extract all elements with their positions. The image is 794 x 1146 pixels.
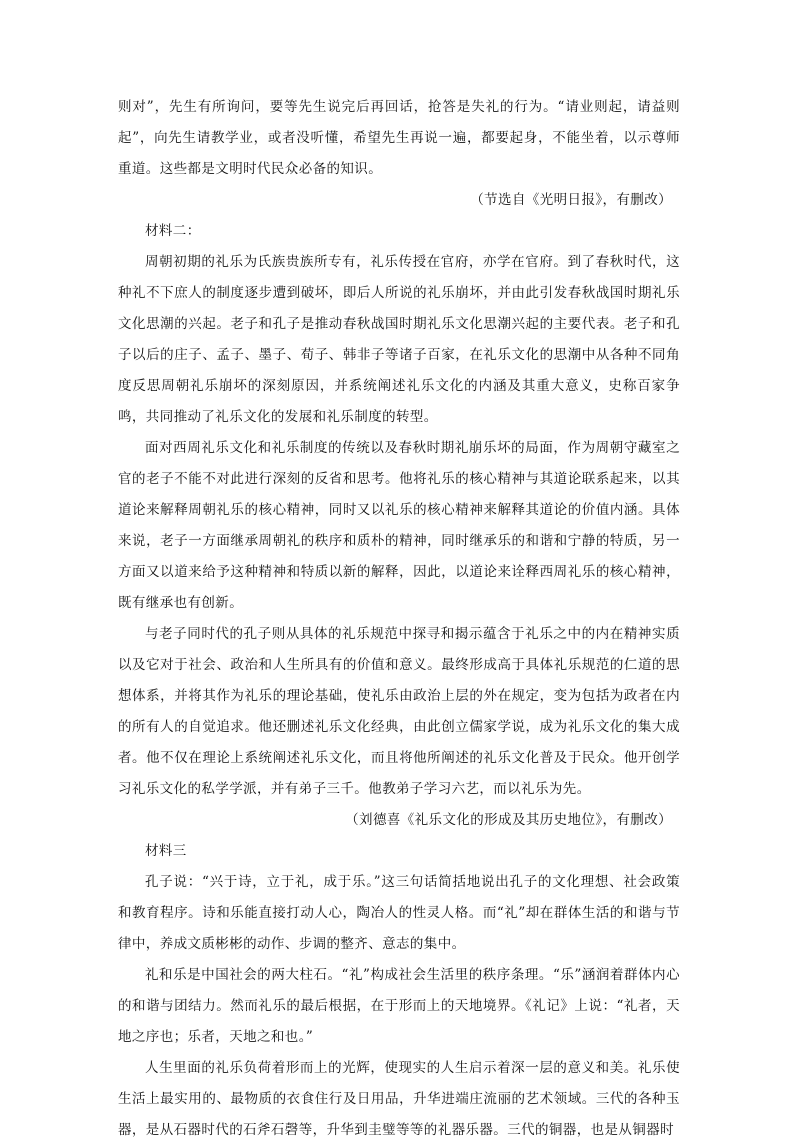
- paragraph-material2-2: 面对西周礼乐文化和礼乐制度的传统以及春秋时期礼崩乐坏的局面，作为周朝守藏室之官的老子不能不对此进行深刻的反省和思考。他将礼乐的核心精神与其道论联系起来，以其道论来解释周朝礼乐的核心精神，同时又以礼乐的核心精神来解释其道论的价值内涵。具体来说，老子一方面继承周朝礼的秩序和质朴的精神，同时继承乐的和谐和宁静的特质，另一方面又以道来给予这种精神和特质以新的解释，因此，以道论来诠释西周礼乐的核心精神，既有继承也有创新。: [118, 440, 680, 611]
- source-citation-1: （节选自《光明日报》，有删改）: [470, 192, 672, 208]
- paragraph-material1-end: 则对”，先生有所询问，要等先生说完后再回话，抢答是失礼的行为。“请业则起，请益则起”，向先生请教学业，或者没听懂，希望先生再说一遍，都要起身，不能坐着，以示尊师重道。这些都是文明时代民众必备的知识。: [118, 99, 680, 177]
- paragraph-material3-3: 人生里面的礼乐负荷着形而上的光辉，使现实的人生启示着深一层的意义和美。礼乐使生活上最实用的、最物质的衣食住行及日用品，升华进端庄流丽的艺术领域。三代的各种玉器，是从石器时代的石斧石磬等，升华到圭璧等等的礼器乐器。三代的铜器，也是从铜器时: [118, 1060, 680, 1138]
- section-heading-material3: 材料三: [145, 843, 187, 859]
- paragraph-material2-3: 与老子同时代的孔子则从具体的礼乐规范中探寻和揭示蕴含于礼乐之中的内在精神实质以及它对于社会、政治和人生所具有的价值和意义。最终形成高于具体礼乐规范的仁道的思想体系，并将其作为礼乐的理论基础，使礼乐由政治上层的外在规定，变为包括为政者在内的所有人的自觉追求。他还删述礼乐文化经典，由此创立儒家学说，成为礼乐文化的集大成者。他不仅在理论上系统阐述礼乐文化，而且将他所阐述的礼乐文化普及于民众。他开创学习礼乐文化的私学学派，并有弟子三千。他教弟子学习六艺，而以礼乐为先。: [118, 626, 680, 797]
- document-page: [118, 92, 680, 1146]
- paragraph-material3-1: 孔子说：“兴于诗，立于礼，成于乐。”这三句话简括地说出孔子的文化理想、社会政策和教育程序。诗和乐能直接打动人心，陶冶人的性灵人格。而“礼”却在群体生活的和谐与节律中，养成文质彬彬的动作、步调的整齐、意志的集中。: [118, 874, 680, 952]
- source-citation-2: （刘德喜《礼乐文化的形成及其历史地位》，有删改）: [345, 812, 672, 828]
- paragraph-material3-2: 礼和乐是中国社会的两大柱石。“礼”构成社会生活里的秩序条理。“乐”涵润着群体内心的和谐与团结力。然而礼乐的最后根据，在于形而上的天地境界。《礼记》上说：“礼者，天地之序也；乐者，天地之和也。”: [118, 967, 680, 1045]
- paragraph-material2-1: 周朝初期的礼乐为氏族贵族所专有，礼乐传授在官府，亦学在官府。到了春秋时代，这种礼不下庶人的制度逐步遭到破坏，即后人所说的礼乐崩坏，并由此引发春秋战国时期礼乐文化思潮的兴起。老子和孔子是推动春秋战国时期礼乐文化思潮兴起的主要代表。老子和孔子以后的庄子、孟子、墨子、荀子、韩非子等诸子百家，在礼乐文化的思潮中从各种不同角度反思周朝礼乐崩坏的深刻原因，并系统阐述礼乐文化的内涵及其重大意义，史称百家争鸣，共同推动了礼乐文化的发展和礼乐制度的转型。: [118, 254, 680, 425]
- section-heading-material2: 材料二：: [145, 223, 201, 239]
